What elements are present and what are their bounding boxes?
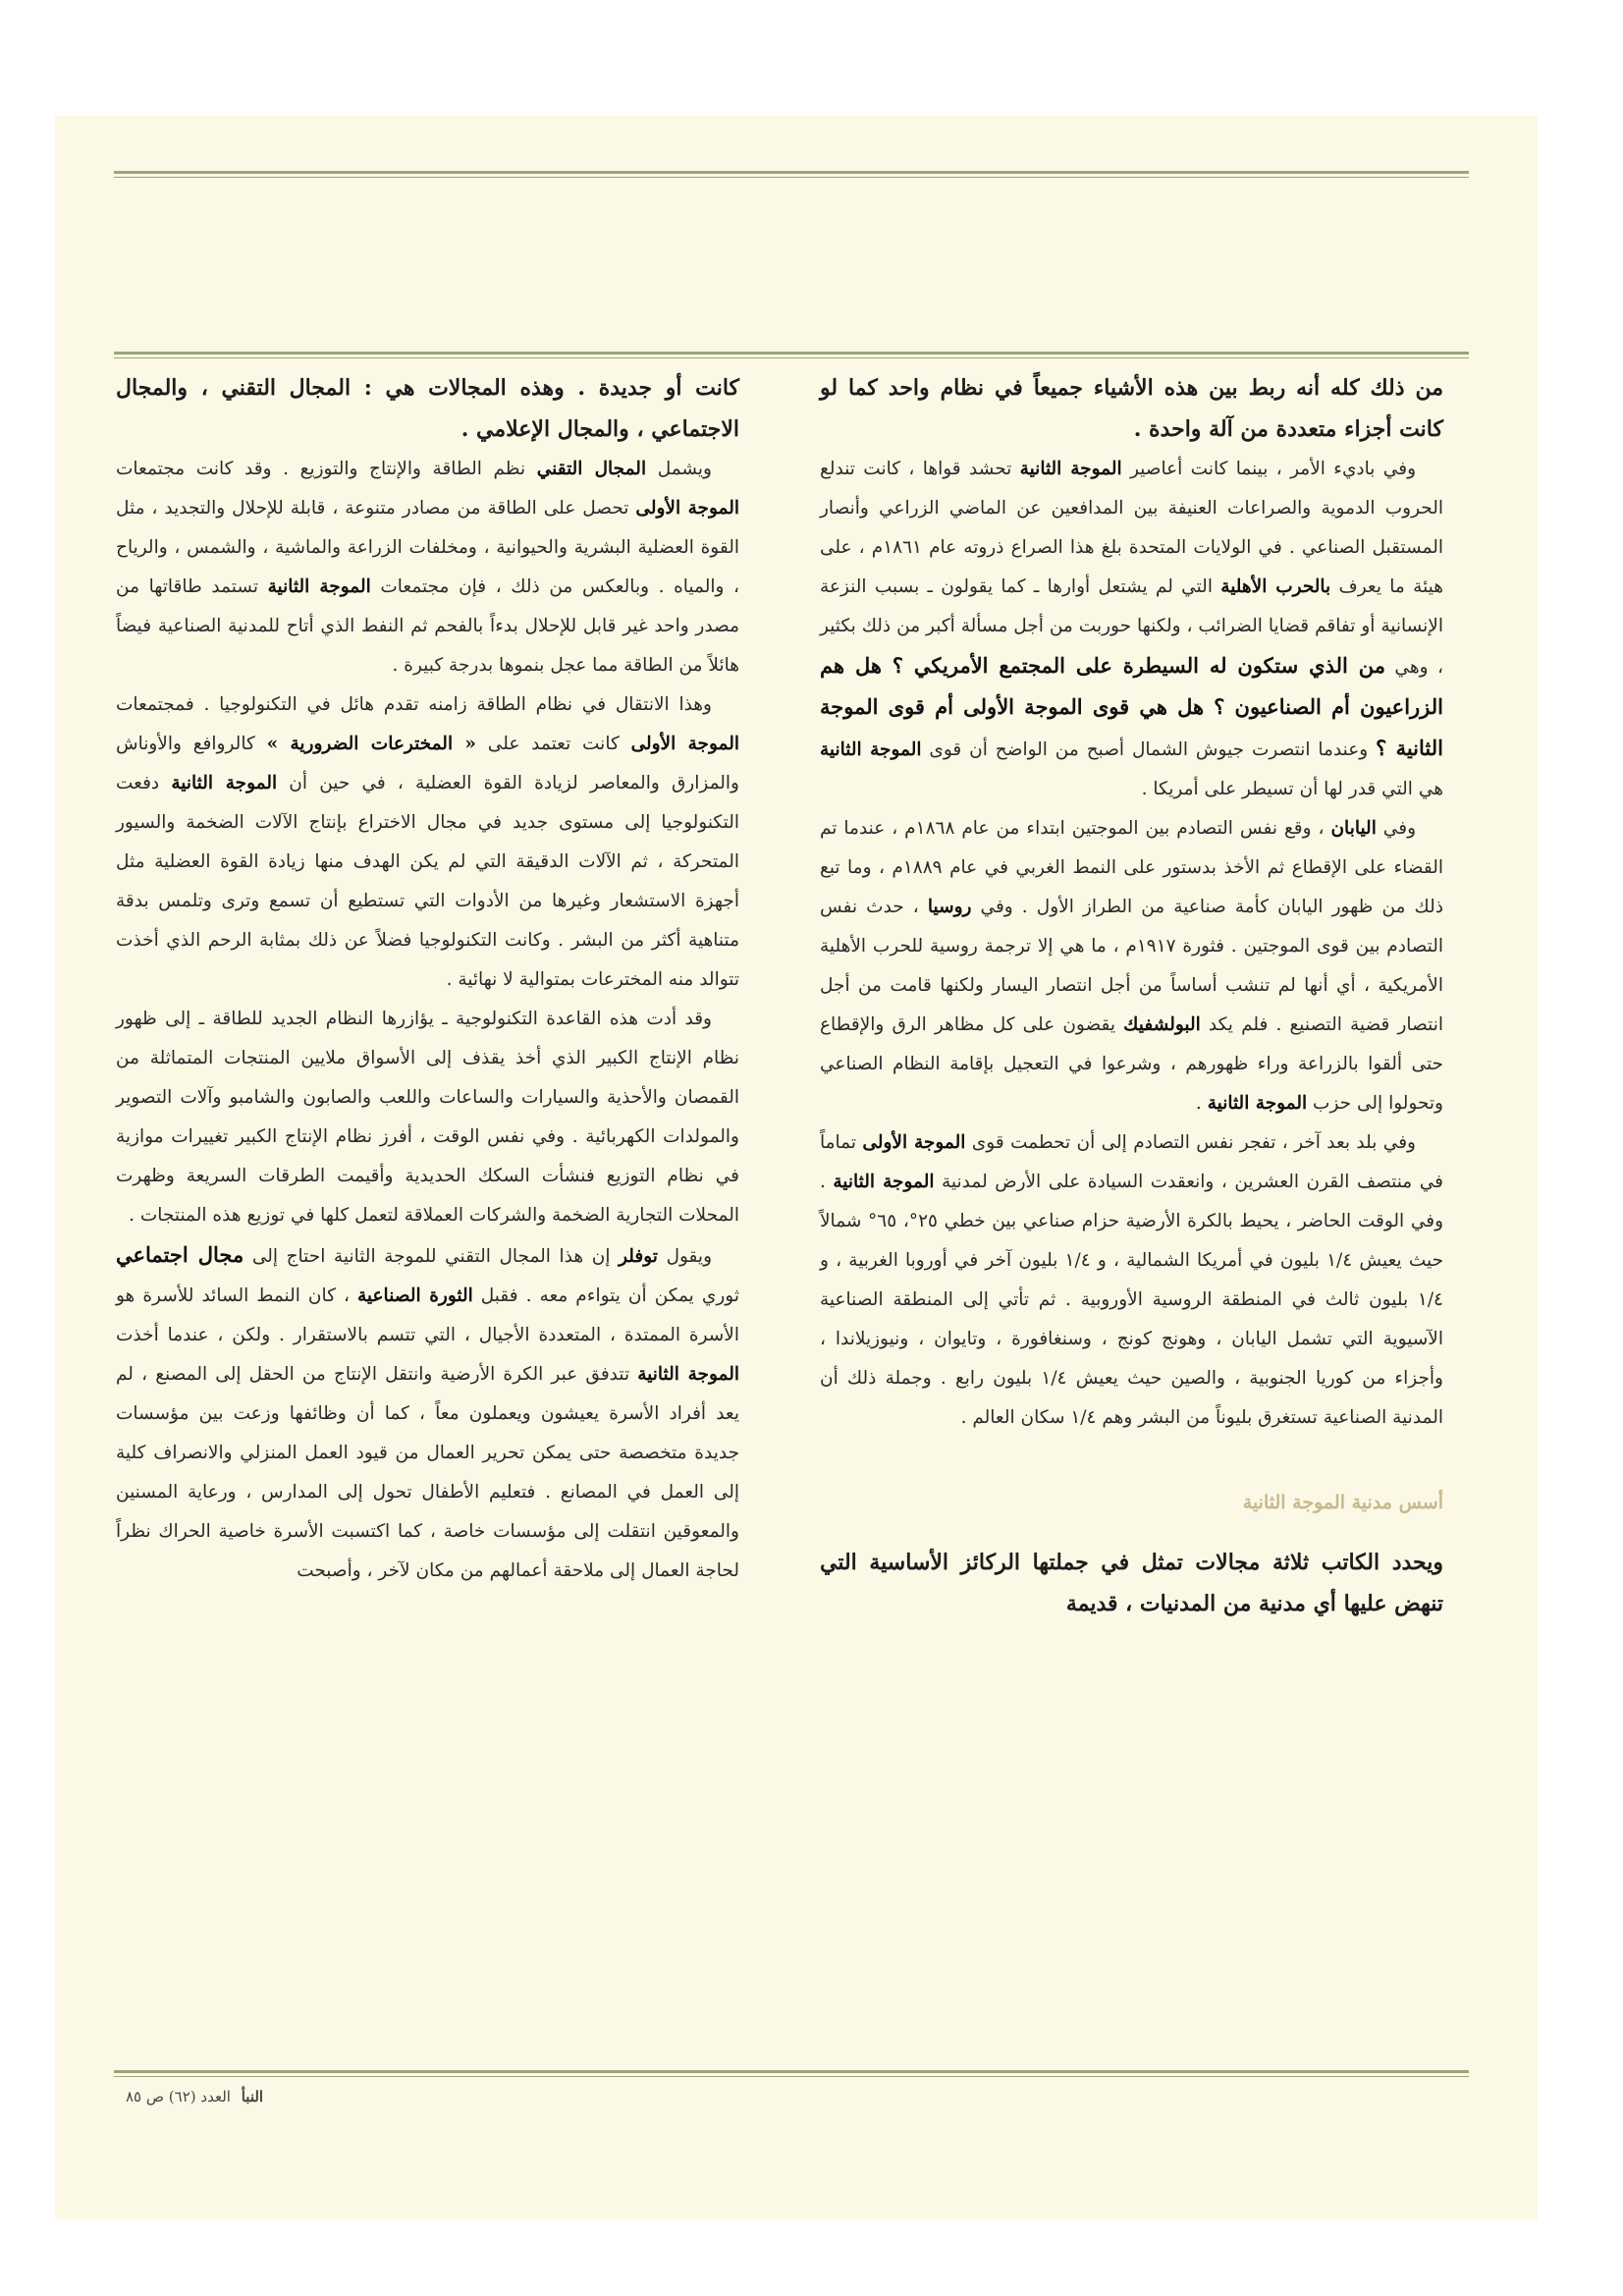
text-run: هي التي قدر لها أن تسيطر على أمريكا .	[1141, 779, 1443, 799]
text-run: .	[1195, 1093, 1208, 1114]
header-rule	[114, 352, 1469, 358]
text-run: دفعت التكنولوجيا إلى مستوى جديد في مجال الاختراع بإنتاج الآلات الضخمة والسيور المتحركة ، ثم الآلات الدقيقة التي لم يكن الهدف منها زيادة القوة العضلية مثل أجهزة الاستشعار وغيرها من الأدوات التي تستطيع أن تسمع وترى وتلمس بدقة متناهية أكثر من البشر . وكانت التكنولوجيا فضلاً عن ذلك بمثابة الرحم الذي أخذت تتوالد منه المخترعات بمتوالية لا نهائية .	[116, 773, 739, 990]
highlight-term: توفلر	[619, 1246, 658, 1267]
magazine-logo: النبأ	[241, 2088, 264, 2105]
highlight-term: الموجة الثانية	[820, 739, 922, 760]
paragraph-three-fields: ويحدد الكاتب ثلاثة مجالات تمثل في جملتها الركائز الأساسية التي تنهض عليها أي مدنية من المدنيات ، قديمة	[820, 1550, 1443, 1616]
highlight-term: بالحرب الأهلية	[1220, 576, 1331, 597]
section-heading: أسس مدنية الموجة الثانية	[1242, 1492, 1443, 1513]
right-column	[820, 367, 1443, 1624]
highlight-term: الموجة الثانية	[171, 773, 278, 793]
text-run: تحصل على الطاقة من مصادر متنوعة ، قابلة للإحلال والتجديد ، مثل القوة العضلية البشرية والحيوانية ، ومخلفات الزراعة والماشية ، والشمس ، والرياح ، والمياه . وبالعكس من ذلك ، فإن مجتمعات	[116, 498, 739, 597]
paragraph-industrial-belt	[820, 1123, 1443, 1438]
highlight-term: المجال التقني	[536, 459, 647, 479]
text-run: يقضون على كل مظاهر الرق والإقطاع حتى ألقوا بالزراعة وراء ظهورهم ، وشرعوا في التعجيل بإقامة النظام الصناعي وتحولوا إلى حزب	[820, 1014, 1443, 1114]
magazine-page	[55, 116, 1538, 2219]
highlight-term: الثورة الصناعية	[357, 1285, 473, 1306]
text-run: وعندما انتصرت جيوش الشمال أصبح من الواضح أن قوى	[921, 739, 1377, 760]
highlight-term: الموجة الأولى	[635, 498, 739, 519]
page-footer	[126, 2088, 263, 2105]
paragraph-energy	[116, 450, 739, 685]
text-run: ويقول	[657, 1246, 713, 1267]
paragraph-social-field	[116, 1235, 739, 1591]
text-run: تحشد قواها ، كانت تندلع الحروب الدموية والصراعات العنيفة بين المدافعين عن الماضي الزراعي وأنصار المستقبل الصناعي . في الولايات المتحدة بلغ هذا الصراع ذروته عام ١٨٦١م ، على هيئة ما يعرف	[820, 459, 1443, 597]
highlight-term: الموجة الثانية	[637, 1364, 739, 1385]
paragraph-technology	[116, 685, 739, 1000]
highlight-term: « المخترعات الضرورية »	[266, 734, 476, 754]
highlight-term: الموجة الثانية	[1019, 459, 1122, 479]
text-run: تستمد طاقاتها من مصدر واحد غير قابل للإحلال بدءاً بالفحم ثم النفط الذي أتاح للمدنية الصناعية فيضاً هائلاً من الطاقة مما عجل بنموها بدرجة كبيرة .	[116, 576, 739, 676]
top-rule	[114, 171, 1469, 178]
text-run: كانت تعتمد على	[476, 734, 631, 754]
highlight-term: الموجة الثانية	[833, 1172, 935, 1192]
text-run: وقد أدت هذه القاعدة التكنولوجية ـ يؤازرها النظام الجديد للطاقة ـ إلى ظهور نظام الإنتاج الكبير الذي أخذ يقذف إلى الأسواق ملايين المنتجات المتماثلة من القمصان والأحذية والسيارات والساعات واللعب والصابون والشامبو وآلات التصوير والمولدات الكهربائية . وفي نفس الوقت ، أفرز نظام الإنتاج الكبير تغييرات موازية في نظام التوزيع فنشأت السكك الحديدية وأقيمت الطرقات السريعة وظهرت المحلات التجارية الضخمة والشركات العملاقة لتعمل كلها في توزيع هذه المنتجات .	[116, 1009, 739, 1226]
text-run: ، حدث نفس التصادم بين قوى الموجتين . فثورة ١٩١٧م ، ما هي إلا ترجمة روسية للحرب الأهلية الأمريكية ، أي أنها لم تنشب أساساً من أجل انتصار اليسار ولكنها قامت من أجل انتصار قضية التصنيع . فلم يكد	[820, 897, 1443, 1035]
text-run: تماماً في منتصف القرن العشرين ، وانعقدت السيادة على الأرض لمدنية	[820, 1132, 1443, 1192]
text-run: وفي	[1376, 818, 1416, 839]
left-column	[116, 367, 739, 1591]
highlight-term: الموجة الثانية	[1207, 1093, 1308, 1114]
paragraph-civil-war	[820, 450, 1443, 809]
text-run: كالروافع والأوناش والمزارق والمعاصر لزيادة القوة العضلية ، في حين أن	[116, 734, 739, 793]
text-run: التي لم يشتعل أوارها ـ كما يقولون ـ بسبب النزعة الإنسانية أو تفاقم قضايا الضرائب ، ولكنها حوربت من أجل مسألة أكبر من ذلك بكثير ، وهي	[820, 576, 1443, 678]
highlight-term: الموجة الأولى	[862, 1132, 966, 1153]
highlight-term: مجال اجتماعي	[116, 1242, 244, 1267]
issue-page-number: العدد (٦٢) ص ٨٥	[126, 2088, 231, 2105]
highlight-term: من الذي ستكون له السيطرة على المجتمع الأمريكي ؟ هل هم الزراعيون أم الصناعيون ؟ هل هي قوى الموجة الأولى أم قوى الموجة الثانية ؟	[820, 653, 1443, 760]
text-run: وفي بلد بعد آخر ، تفجر نفس التصادم إلى أن تحطمت قوى	[965, 1132, 1416, 1153]
right-lead-paragraph: من ذلك كله أنه ربط بين هذه الأشياء جميعاً في نظام واحد كما لو كانت أجزاء متعددة من آلة واحدة .	[820, 375, 1443, 442]
text-run: ، كان النمط السائد للأسرة هو الأسرة الممتدة ، المتعددة الأجيال ، التي تتسم بالاستقرار . ولكن ، عندما أخذت	[116, 1285, 739, 1345]
text-run: ويشمل	[646, 459, 712, 479]
highlight-term: الموجة الأولى	[630, 734, 739, 754]
left-lead-paragraph: كانت أو جديدة . وهذه المجالات هي : المجال التقني ، والمجال الاجتماعي ، والمجال الإعلامي .	[116, 375, 740, 442]
paragraph-japan-russia	[820, 809, 1443, 1123]
text-run: ثوري يمكن أن يتواءم معه . فقبل	[472, 1285, 739, 1306]
text-run: وهذا الانتقال في نظام الطاقة زامنه تقدم هائل في التكنولوجيا . فمجتمعات	[116, 694, 712, 715]
highlight-term: البولشفيك	[1123, 1014, 1201, 1035]
text-run: . وفي الوقت الحاضر ، يحيط بالكرة الأرضية حزام صناعي بين خطي ٢٥°، ٦٥° شمالاً حيث يعيش ١/٤ بليون في أمريكا الشمالية ، و ١/٤ بليون آخر في أوروبا الغربية ، و ١/٤ بليون ثالث في المنطقة الروسية الأوروبية . ثم تأتي إلى المنطقة الصناعية الآسيوية التي تشمل اليابان ، وهونج كونج ، وسنغافورة ، وتايوان ، ونيوزيلاندا ، وأجزاء من كوريا الجنوبية ، والصين حيث يعيش ١/٤ بليون رابع . وجملة ذلك أن المدنية الصناعية تستغرق بليوناً من البشر وهم ١/٤ سكان العالم .	[820, 1172, 1444, 1428]
text-run: إن هذا المجال التقني للموجة الثانية احتاج إلى	[243, 1246, 620, 1267]
highlight-term: اليابان	[1330, 818, 1377, 839]
text-run: نظم الطاقة والإنتاج والتوزيع . وقد كانت مجتمعات	[116, 459, 537, 479]
highlight-term: روسيا	[927, 897, 972, 917]
highlight-term: الموجة الثانية	[267, 576, 371, 597]
footer-rule	[114, 2070, 1469, 2077]
text-run: ، وقع نفس التصادم بين الموجتين ابتداء من عام ١٨٦٨م ، عندما تم القضاء على الإقطاع ثم الأخذ بدستور على النمط الغربي في عام ١٨٨٩م ، وما تبع ذلك من ظهور اليابان كأمة صناعية من الطراز الأول . وفي	[820, 818, 1443, 917]
text-run: وفي باديء الأمر ، بينما كانت أعاصير	[1121, 459, 1417, 479]
paragraph-mass-production	[116, 1000, 739, 1235]
text-run: تتدفق عبر الكرة الأرضية وانتقل الإنتاج من الحقل إلى المصنع ، لم يعد أفراد الأسرة يعيشون ويعملون معاً ، كما أن وظائفها وزعت بين مؤسسات جديدة متخصصة حتى يمكن تحرير العمال من قيود العمل المنزلي والانصراف كلية إلى العمل في المصانع . فتعليم الأطفال تحول إلى المدارس ، ورعاية المسنين والمعوقين انتقلت إلى مؤسسات خاصة ، كما اكتسبت الأسرة خاصية الحراك نظراً لحاجة العمال إلى ملاحقة أعمالهم من مكان لآخر ، وأصبحت	[116, 1364, 739, 1581]
